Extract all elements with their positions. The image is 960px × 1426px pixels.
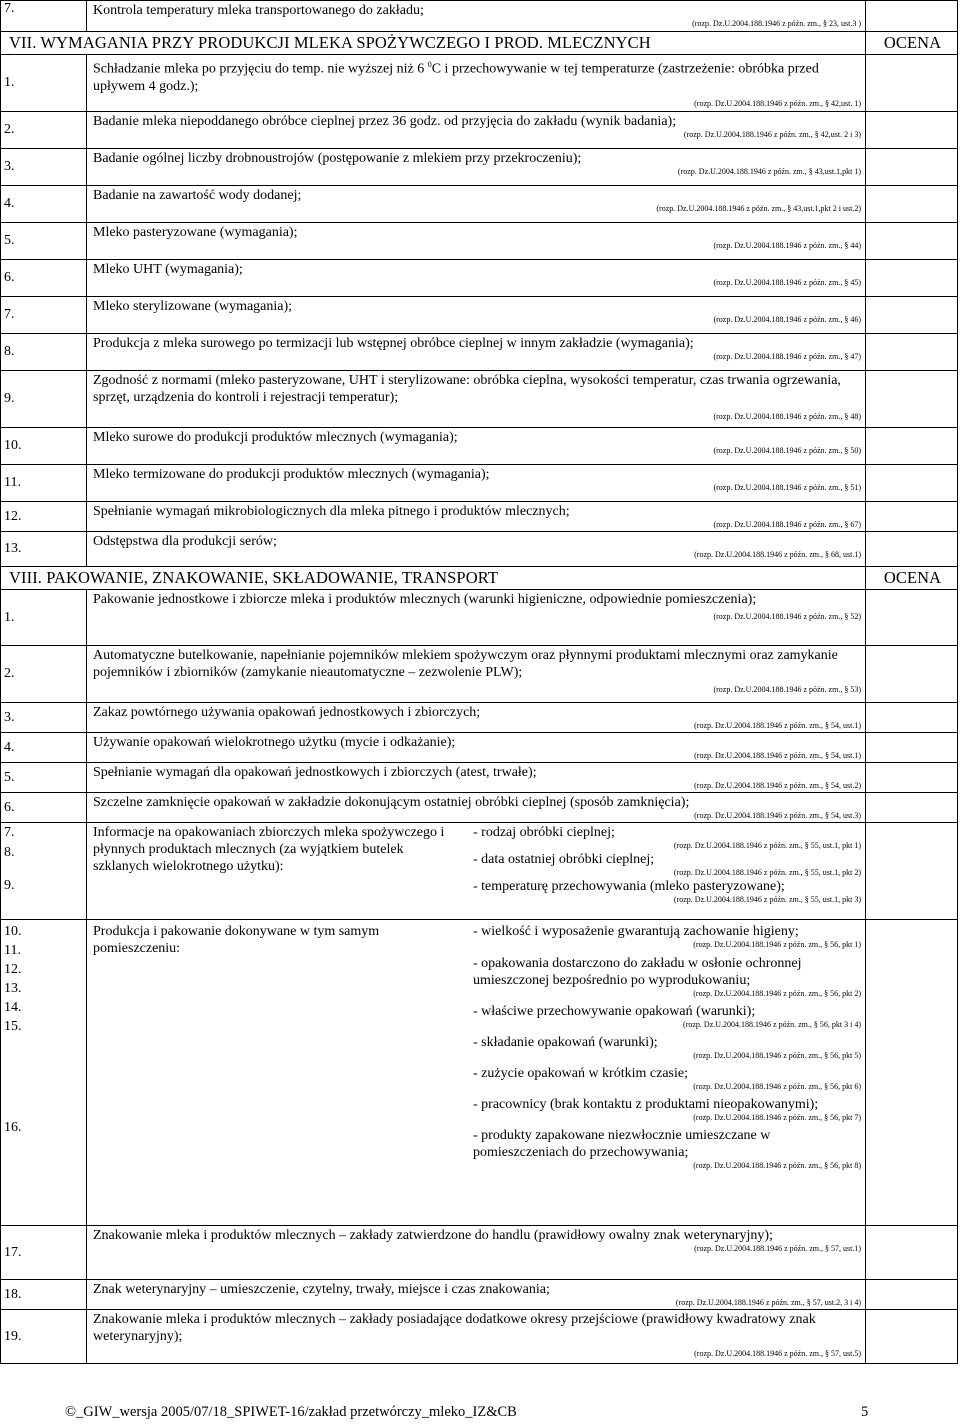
- table-row: [1, 793, 958, 823]
- item-text: - zużycie opakowań w krótkim czasie;: [473, 1066, 688, 1081]
- row-text: Pakowanie jednostkowe i zbiorcze mleka i produktów mlecznych (warunki higieniczne, odpowiednie pomieszczenia);: [93, 592, 757, 607]
- score-cell[interactable]: [866, 112, 958, 149]
- item-text: - temperaturę przechowywania (mleko pasteryzowane);: [473, 879, 785, 894]
- legal-reference: (rozp. Dz.U.2004.188.1946 z późn. zm., § 43,ust.1,pkt 2 i ust.2): [656, 204, 861, 213]
- score-cell[interactable]: [866, 590, 958, 646]
- score-cell[interactable]: [866, 55, 958, 112]
- legal-reference: (rozp. Dz.U.2004.188.1946 z późn. zm., § 45): [713, 278, 861, 287]
- row-text: Mleko sterylizowane (wymagania);: [93, 299, 293, 314]
- row-number: 11.: [4, 475, 21, 490]
- legal-reference: (rozp. Dz.U.2004.188.1946 z późn. zm., § 55, ust.1, pkt 3): [673, 895, 861, 904]
- score-cell[interactable]: [866, 646, 958, 703]
- score-cell[interactable]: [866, 532, 958, 567]
- legal-reference: (rozp. Dz.U.2004.188.1946 z późn. zm., § 56, pkt 2): [693, 989, 861, 998]
- row-number: 1.: [4, 75, 15, 90]
- section-title: VIII. PAKOWANIE, ZNAKOWANIE, SKŁADOWANIE, TRANSPORT: [1, 567, 866, 590]
- row-text: Badanie na zawartość wody dodanej;: [93, 188, 302, 203]
- legal-reference: (rozp. Dz.U.2004.188.1946 z późn. zm., § 52): [713, 612, 861, 621]
- legal-reference: (rozp. Dz.U.2004.188.1946 z późn. zm., § 42,ust. 2 i 3): [683, 130, 861, 139]
- legal-reference: (rozp. Dz.U.2004.188.1946 z późn. zm., § 42,ust. 1): [694, 98, 861, 108]
- score-cell[interactable]: [866, 793, 958, 823]
- legal-reference: (rozp. Dz.U.2004.188.1946 z późn. zm., § 47): [713, 352, 861, 361]
- score-cell[interactable]: [866, 223, 958, 260]
- list-item: [473, 878, 861, 905]
- row-number: 4.: [4, 739, 15, 755]
- row-number: 15.: [4, 1019, 22, 1034]
- row-number: 8.: [4, 344, 15, 359]
- production-label: Produkcja i pakowanie dokonywane w tym samym pomieszczeniu:: [93, 924, 380, 956]
- row-number: 5.: [4, 233, 15, 248]
- row-number: 3.: [4, 159, 15, 174]
- legal-reference: (rozp. Dz.U.2004.188.1946 z późn. zm., § 57, ust.5): [694, 1349, 861, 1358]
- score-cell[interactable]: [866, 371, 958, 428]
- legal-reference: (rozp. Dz.U.2004.188.1946 z późn. zm., § 54, ust.1): [694, 751, 861, 760]
- item-text: - opakowania dostarczono do zakładu w osłonie ochronnej umieszczonej bezpośrednio po wyprodukowaniu;: [473, 956, 802, 988]
- row-number: 19.: [4, 1328, 22, 1344]
- legal-reference: (rozp. Dz.U.2004.188.1946 z późn. zm., § 54, ust.2): [694, 781, 861, 790]
- table-row: [1, 55, 958, 112]
- row-number: 13.: [4, 981, 22, 996]
- list-item: [473, 921, 861, 950]
- score-cell[interactable]: [866, 703, 958, 733]
- item-text: - rodzaj obróbki cieplnej;: [473, 825, 615, 840]
- row-text: Spełnianie wymagań mikrobiologicznych dla mleka pitnego i produktów mlecznych;: [93, 504, 570, 519]
- table-row: [1, 112, 958, 149]
- legal-reference: (rozp. Dz.U.2004.188.1946 z późn. zm., § 43,ust.1,pkt 1): [677, 167, 861, 176]
- row-text: Automatyczne butelkowanie, napełnianie pojemników mlekiem spożywczym oraz płynnymi produktami mlecznymi oraz zamykanie pojemników i zbiorników (zamykanie nieautomatyczne – zezwolenie PLW);: [93, 648, 838, 680]
- row-number: 7.: [4, 825, 15, 840]
- row-text: Kontrola temperatury mleka transportowanego do zakładu;: [93, 3, 424, 18]
- row-number: 8.: [4, 845, 15, 860]
- table-row: [1, 260, 958, 297]
- row-number: 4.: [4, 196, 15, 211]
- list-item: [473, 1034, 861, 1061]
- table-row: [1, 428, 958, 465]
- row-number: 6.: [4, 799, 15, 815]
- row-number: 10.: [4, 438, 22, 453]
- table-row: [1, 465, 958, 502]
- section-header: [1, 32, 958, 55]
- legal-reference: (rozp. Dz.U.2004.188.1946 z późn. zm., § 50): [713, 446, 861, 455]
- legal-reference: (rozp. Dz.U.2004.188.1946 z późn. zm., § 54, ust.1): [694, 721, 861, 730]
- row-number: 12.: [4, 508, 22, 524]
- row-number: 3.: [4, 709, 15, 725]
- row-number: 1.: [4, 609, 15, 625]
- row-text: Badanie mleka niepoddanego obróbce cieplnej przez 36 godz. od przyjęcia do zakładu (wynik badania);: [93, 114, 677, 129]
- row-text: Zgodność z normami (mleko pasteryzowane, UHT i sterylizowane: obróbka cieplna, wysokości temperatur, czas trwania ogrzewania, sprzęt, urządzenia do kontroli i rejestracji temperatur);: [93, 373, 841, 405]
- legal-reference: (rozp. Dz.U.2004.188.1946 z późn. zm., § 44): [713, 241, 861, 250]
- legal-reference: (rozp. Dz.U.2004.188.1946 z późn. zm., § 56, pkt 1): [693, 940, 861, 949]
- score-cell[interactable]: [866, 465, 958, 502]
- table-row-group-info: [1, 823, 958, 920]
- list-item: [473, 824, 861, 851]
- row-text: Znak weterynaryjny – umieszczenie, czytelny, trwały, miejsce i czas znakowania;: [93, 1282, 550, 1297]
- legal-reference: (rozp. Dz.U.2004.188.1946 z późn. zm., § 55, ust.1, pkt 1): [673, 841, 861, 850]
- row-number: 7.: [4, 307, 15, 322]
- legal-reference: (rozp. Dz.U.2004.188.1946 z późn. zm., § 48): [713, 412, 861, 421]
- row-number: 14.: [4, 1000, 22, 1015]
- row-number: 18.: [4, 1286, 22, 1302]
- table-row: [1, 1, 958, 32]
- table-row: [1, 763, 958, 793]
- table-row: [1, 733, 958, 763]
- legal-reference: (rozp. Dz.U.2004.188.1946 z późn. zm., § 56, pkt 3 i 4): [683, 1020, 861, 1029]
- row-number: 2.: [4, 122, 15, 137]
- list-item: [473, 1065, 861, 1092]
- table-row: [1, 646, 958, 703]
- row-text: Spełnianie wymagań dla opakowań jednostkowych i zbiorczych (atest, trwałe);: [93, 765, 537, 780]
- row-text: Szczelne zamknięcie opakowań w zakładzie dokonującym ostatniej obróbki cieplnej (sposób zamknięcia);: [93, 795, 690, 810]
- table-row: [1, 590, 958, 646]
- degree-superscript: 0: [427, 60, 432, 69]
- item-text: - produkty zapakowane niezwłocznie umieszczane w pomieszczeniach do przechowywania;: [473, 1128, 771, 1160]
- item-text: - właściwe przechowywanie opakowań (warunki);: [473, 1004, 756, 1019]
- legal-reference: (rozp. Dz.U.2004.188.1946 z późn. zm., § 57, ust.2, 3 i 4): [675, 1298, 861, 1307]
- item-text: - składanie opakowań (warunki);: [473, 1035, 658, 1050]
- row-number: 10.: [4, 924, 22, 939]
- list-item: [473, 955, 861, 999]
- table-row: [1, 149, 958, 186]
- ocena-header: OCENA: [866, 567, 958, 590]
- row-number: 5.: [4, 769, 15, 785]
- legal-reference: (rozp. Dz.U.2004.188.1946 z późn. zm., § 46): [713, 315, 861, 324]
- score-cell[interactable]: [866, 1, 958, 32]
- footer-file-label: ©_GIW_wersja 2005/07/18_SPIWET-16/zakład przetwórczy_mleko_IZ&CB: [65, 1404, 517, 1420]
- table-row: [1, 1310, 958, 1364]
- score-cell[interactable]: [866, 149, 958, 186]
- score-cell[interactable]: [866, 763, 958, 793]
- row-text: Mleko surowe do produkcji produktów mlecznych (wymagania);: [93, 430, 458, 445]
- legal-reference: (rozp. Dz.U.2004.188.1946 z późn. zm., § 23, ust.3 ): [692, 19, 861, 28]
- score-cell[interactable]: [866, 823, 958, 920]
- row-text-continued: C i przechowywanie w tej temperaturze (zastrzeżenie: obróbka przed upływem 4 godz.);: [93, 61, 819, 94]
- legal-reference: (rozp. Dz.U.2004.188.1946 z późn. zm., § 55, ust.1, pkt 2): [673, 868, 861, 877]
- row-number: 17.: [4, 1244, 22, 1260]
- section-title: VII. WYMAGANIA PRZY PRODUKCJI MLEKA SPOŻYWCZEGO I PROD. MLECZNYCH: [1, 32, 866, 55]
- row-number: 16.: [4, 1120, 22, 1135]
- info-label: Informacje na opakowaniach zbiorczych mleka spożywczego i płynnych produktach mlecznych (za wyjątkiem butelek szklanych wielokrotnego użytku):: [93, 825, 445, 874]
- row-text: Schładzanie mleka po przyjęciu do temp. nie wyższej niż 6: [93, 61, 428, 77]
- row-text: Produkcja z mleka surowego po termizacji lub wstępnej obróbce cieplnej w innym zakładzie (wymagania);: [93, 336, 694, 351]
- list-item: [473, 851, 861, 878]
- table-row: [1, 532, 958, 567]
- row-text: Odstępstwa dla produkcji serów;: [93, 534, 277, 549]
- table-row: [1, 1226, 958, 1280]
- table-row: [1, 297, 958, 334]
- row-text: Badanie ogólnej liczby drobnoustrojów (postępowanie z mlekiem przy przekroczeniu);: [93, 151, 582, 166]
- section-header: [1, 567, 958, 590]
- table-row: [1, 371, 958, 428]
- legal-reference: (rozp. Dz.U.2004.188.1946 z późn. zm., § 68, ust.1): [694, 550, 861, 559]
- legal-reference: (rozp. Dz.U.2004.188.1946 z późn. zm., § 56, pkt 6): [693, 1082, 861, 1091]
- row-number: 6.: [4, 270, 15, 285]
- table-row: [1, 223, 958, 260]
- table-row: [1, 502, 958, 532]
- row-text: Mleko termizowane do produkcji produktów mlecznych (wymagania);: [93, 467, 490, 482]
- score-cell[interactable]: [866, 334, 958, 371]
- legal-reference: (rozp. Dz.U.2004.188.1946 z późn. zm., § 51): [713, 483, 861, 492]
- score-cell[interactable]: [866, 1280, 958, 1310]
- score-cell[interactable]: [866, 260, 958, 297]
- row-number: 12.: [4, 962, 22, 977]
- item-text: - wielkość i wyposażenie gwarantują zachowanie higieny;: [473, 924, 799, 939]
- score-cell[interactable]: [866, 502, 958, 532]
- table-row: [1, 334, 958, 371]
- score-cell[interactable]: [866, 1226, 958, 1280]
- item-text: - data ostatniej obróbki cieplnej;: [473, 852, 655, 867]
- list-item: [473, 1096, 861, 1123]
- item-text: - pracownicy (brak kontaktu z produktami nieopakowanymi);: [473, 1097, 819, 1112]
- table-row: [1, 703, 958, 733]
- score-cell[interactable]: [866, 920, 958, 1226]
- list-item: [473, 1127, 861, 1171]
- row-text: Używanie opakowań wielokrotnego użytku (mycie i odkażanie);: [93, 735, 456, 750]
- legal-reference: (rozp. Dz.U.2004.188.1946 z późn. zm., § 56, pkt 7): [693, 1113, 861, 1122]
- row-number: 7.: [4, 1, 15, 16]
- score-cell[interactable]: [866, 297, 958, 334]
- table-row-group-production: [1, 920, 958, 1226]
- table-row: [1, 186, 958, 223]
- row-text: Mleko UHT (wymagania);: [93, 262, 243, 277]
- score-cell[interactable]: [866, 1310, 958, 1364]
- legal-reference: (rozp. Dz.U.2004.188.1946 z późn. zm., § 54, ust.3): [694, 811, 861, 820]
- score-cell[interactable]: [866, 186, 958, 223]
- list-item: [473, 1003, 861, 1030]
- row-text: Mleko pasteryzowane (wymagania);: [93, 225, 298, 240]
- legal-reference: (rozp. Dz.U.2004.188.1946 z późn. zm., § 57, ust.1): [694, 1244, 861, 1253]
- row-number: 2.: [4, 666, 15, 681]
- row-number: 13.: [4, 541, 22, 556]
- ocena-header: OCENA: [866, 32, 958, 55]
- legal-reference: (rozp. Dz.U.2004.188.1946 z późn. zm., § 67): [713, 520, 861, 529]
- row-number: 9.: [4, 391, 15, 406]
- row-number: 11.: [4, 943, 21, 958]
- row-number: 9.: [4, 878, 15, 893]
- score-cell[interactable]: [866, 428, 958, 465]
- score-cell[interactable]: [866, 733, 958, 763]
- table-row: [1, 1280, 958, 1310]
- legal-reference: (rozp. Dz.U.2004.188.1946 z późn. zm., § 56, pkt 5): [693, 1051, 861, 1060]
- legal-reference: (rozp. Dz.U.2004.188.1946 z późn. zm., § 56, pkt 8): [693, 1161, 861, 1170]
- row-text: Zakaz powtórnego używania opakowań jednostkowych i zbiorczych;: [93, 705, 481, 720]
- row-text: Znakowanie mleka i produktów mlecznych – zakłady posiadające dodatkowe okresy przejściowe (prawidłowy kwadratowy znak weterynaryjny);: [93, 1312, 816, 1344]
- legal-reference: (rozp. Dz.U.2004.188.1946 z późn. zm., § 53): [713, 685, 861, 694]
- page-number: 5: [861, 1404, 869, 1420]
- row-text: Znakowanie mleka i produktów mlecznych – zakłady zatwierdzone do handlu (prawidłowy owalny znak weterynaryjny);: [93, 1228, 773, 1243]
